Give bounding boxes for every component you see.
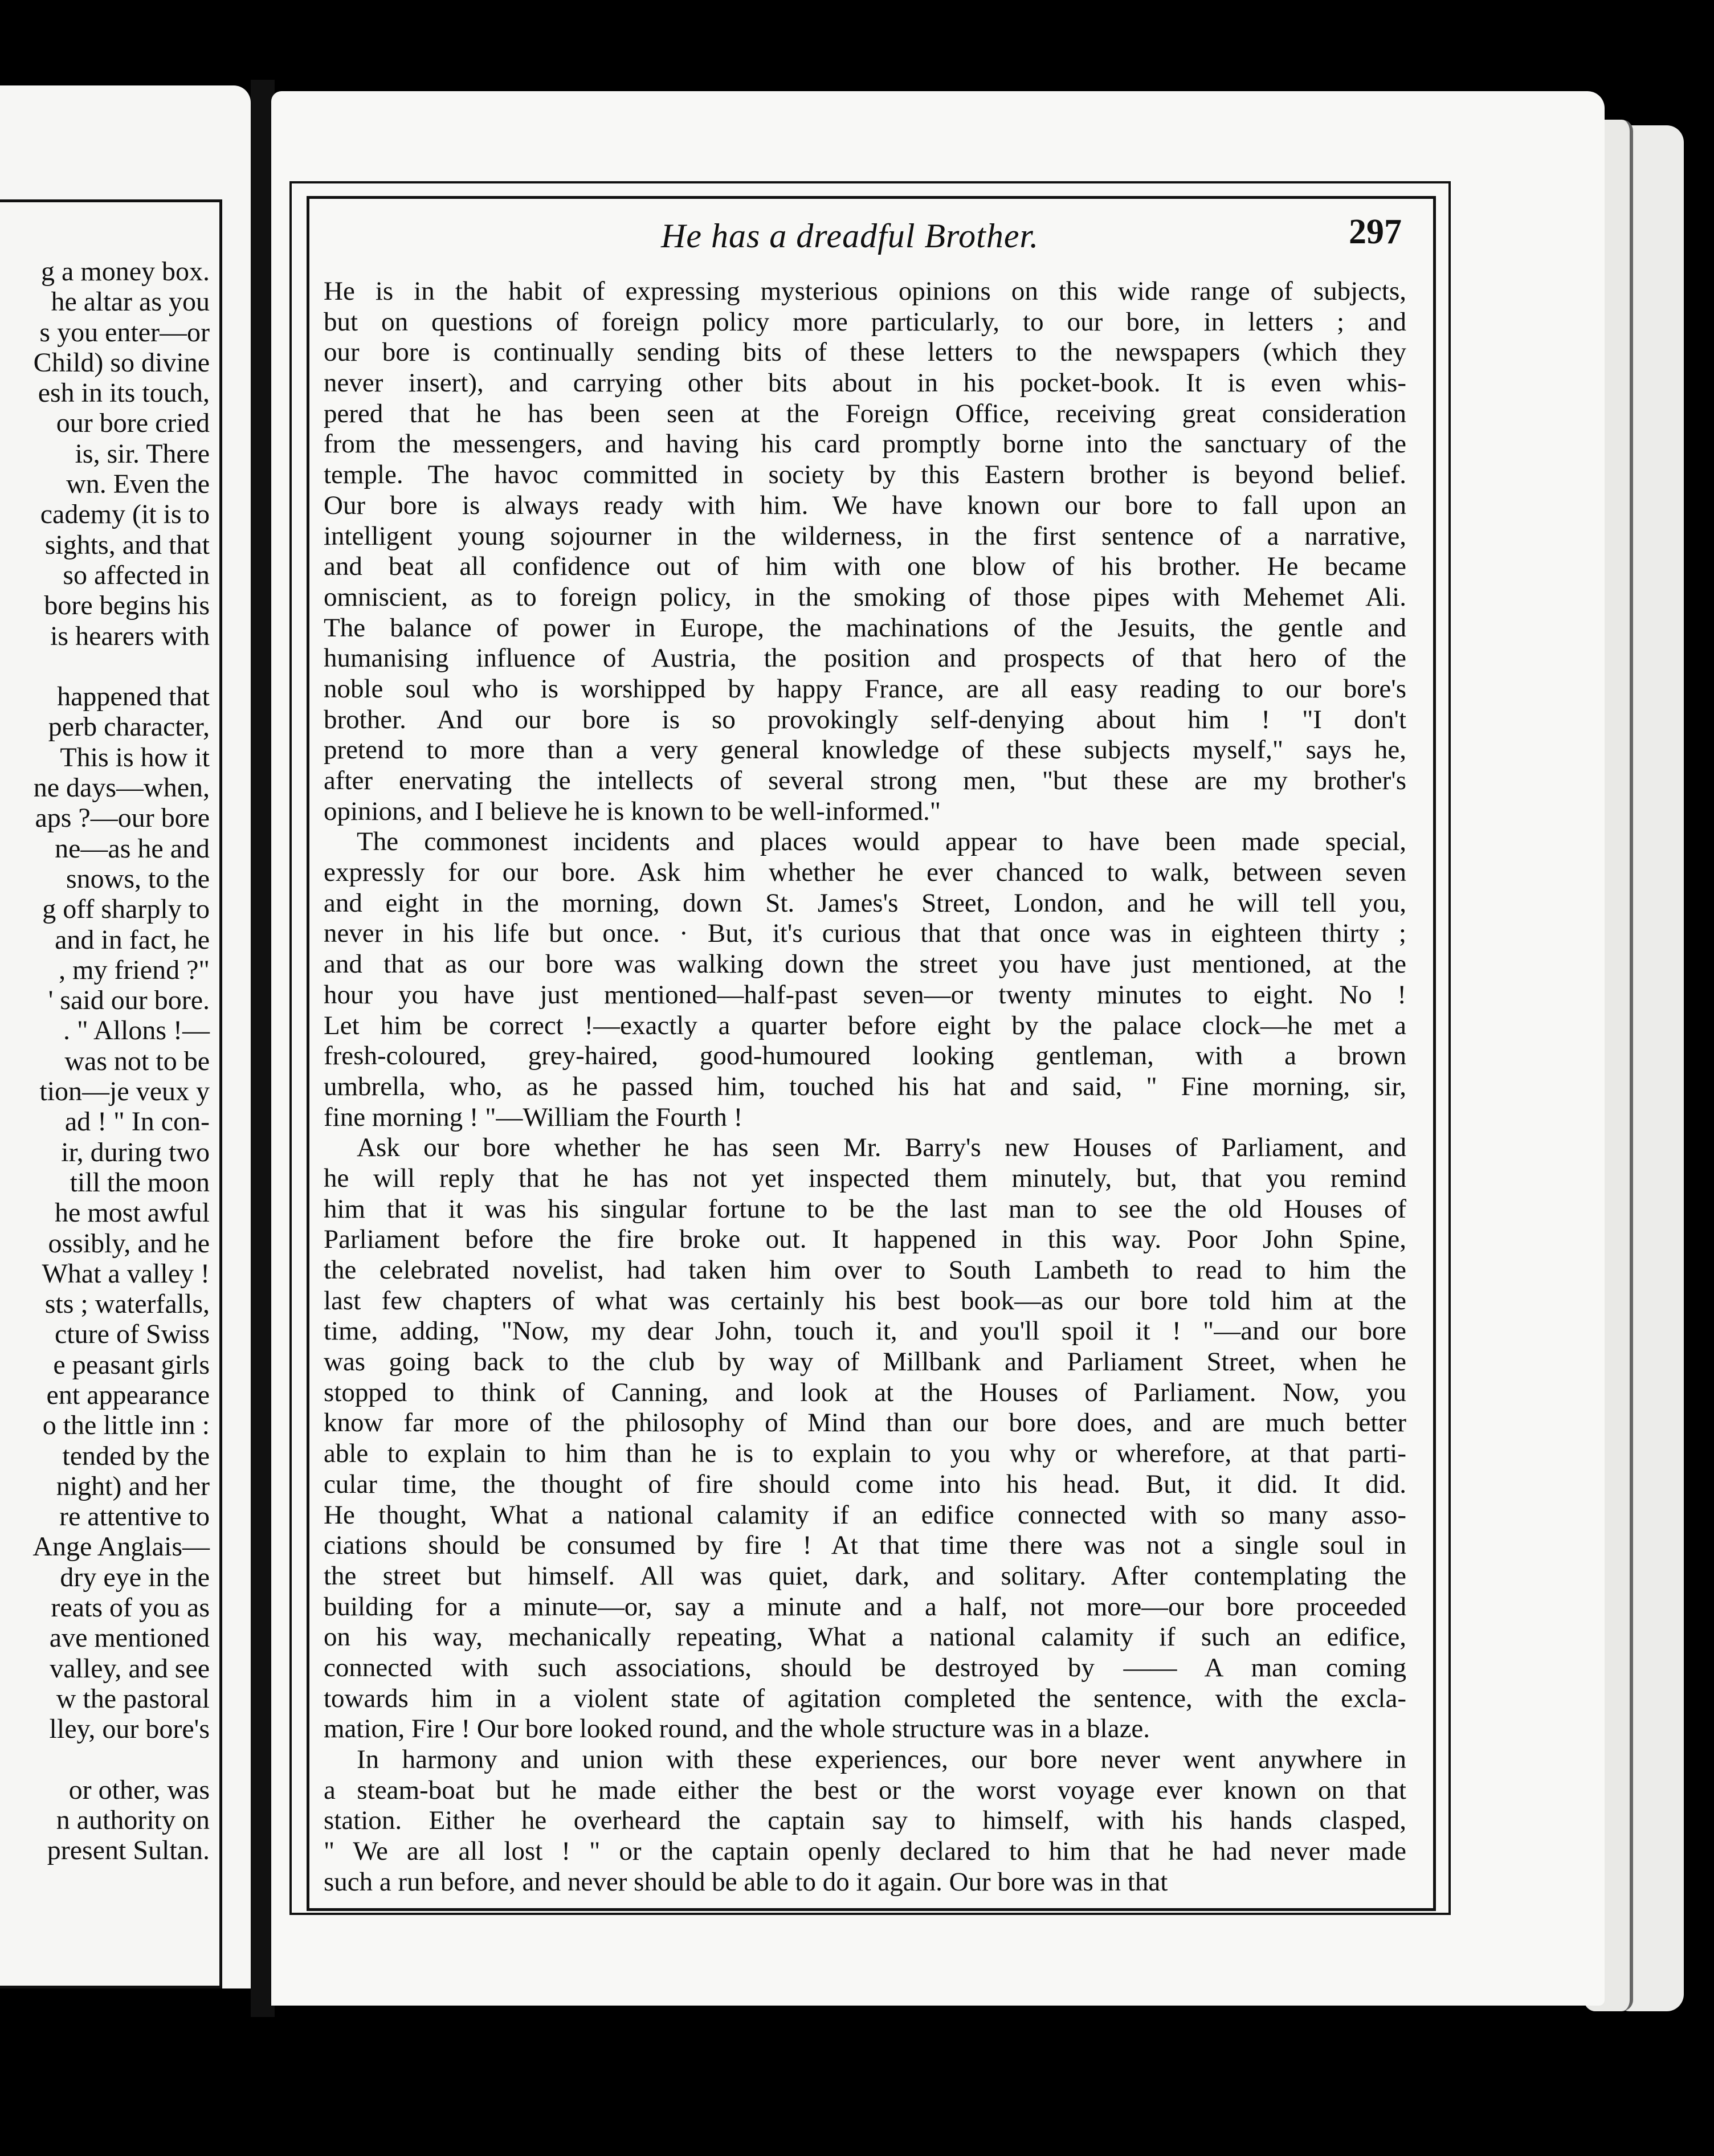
text-line: connected with such associations, should be destroyed by —— A man coming: [324, 1652, 1406, 1683]
previous-page-line: , my friend ?": [59, 954, 210, 985]
previous-page: [0, 85, 251, 1988]
text-line: fine morning ! "—William the Fourth !: [324, 1102, 743, 1132]
previous-page-line: or other, was: [68, 1774, 210, 1805]
previous-page-line: dry eye in the: [60, 1562, 210, 1592]
text-line: In harmony and union with these experiences, our bore never went anywhere in: [357, 1745, 1406, 1774]
text-line: mation, Fire ! Our bore looked round, and the whole structure was in a blaze.: [324, 1714, 1150, 1744]
previous-page-line: and in fact, he: [55, 924, 210, 955]
previous-page-line: Ange Anglais—: [32, 1532, 210, 1562]
text-line: " We are all lost ! " or the captain openly declared to him that he had never made: [324, 1836, 1406, 1867]
previous-page-line: aps ?—our bore: [35, 803, 210, 834]
text-line: the celebrated novelist, had taken him over to South Lambeth to read to him the: [324, 1255, 1406, 1285]
previous-page-line: is, sir. There: [75, 438, 210, 469]
text-line: umbrella, who, as he passed him, touched his hat and said, " Fine morning, sir,: [324, 1071, 1406, 1101]
text-line: He thought, What a national calamity if an edifice connected with so many asso-: [324, 1500, 1406, 1530]
text-line: was going back to the club by way of Millbank and Parliament Street, when he: [324, 1347, 1406, 1377]
previous-page-line: [5, 651, 210, 681]
text-line: never insert), and carrying other bits about in his pocket-book. It is even whis-: [324, 368, 1406, 398]
text-line: him that it was his singular fortune to be the last man to see the old Houses of: [324, 1194, 1406, 1224]
previous-page-line: s you enter—or: [39, 317, 210, 348]
previous-page-line: is hearers with: [50, 620, 210, 651]
text-line: expressly for our bore. Ask him whether he ever chanced to walk, between seven: [324, 858, 1406, 888]
text-line: know far more of the philosophy of Mind than our bore does, and are much better: [324, 1408, 1406, 1438]
text-line: He is in the habit of expressing mysterious opinions on this wide range of subjects,: [324, 276, 1406, 306]
text-line: such a run before, and never should be able to do it again. Our bore was in that: [324, 1867, 1168, 1897]
previous-page-line: Child) so divine: [33, 347, 210, 378]
previous-page-line: g a money box.: [41, 256, 210, 287]
previous-page-line: valley, and see: [50, 1653, 210, 1684]
text-line: time, adding, "Now, my dear John, touch it, and you'll spoil it ! "—and our bore: [324, 1316, 1406, 1346]
text-line: Let him be correct !—exactly a quarter before eight by the palace clock—he met a: [324, 1010, 1406, 1040]
previous-page-line: sts ; waterfalls,: [44, 1289, 210, 1320]
text-line: humanising influence of Austria, the position and prospects of that hero of the: [324, 643, 1406, 673]
previous-page-line: esh in its touch,: [38, 378, 210, 409]
text-line: and beat all confidence out of him with one blow of his brother. He became: [324, 552, 1406, 582]
text-line: ciations should be consumed by fire ! At that time there was not a single soul in: [324, 1530, 1406, 1561]
previous-page-line: tended by the: [62, 1440, 210, 1471]
previous-page-line: ne—as he and: [55, 833, 210, 864]
body-text: [324, 276, 1406, 1897]
text-line: intelligent young sojourner in the wilderness, in the first sentence of a narrative,: [324, 521, 1406, 551]
previous-page-line: was not to be: [64, 1046, 210, 1076]
text-line: temple. The havoc committed in society by this Eastern brother is beyond belief.: [324, 460, 1406, 490]
paragraph: [324, 1745, 1406, 1897]
previous-page-line: ne days—when,: [33, 773, 210, 803]
paragraph: [324, 276, 1406, 827]
text-line: station. Either he overheard the captain say to himself, with his hands clasped,: [324, 1806, 1406, 1836]
text-line: cular time, the thought of fire should come into his head. But, it did. It did.: [324, 1469, 1406, 1499]
text-line: hour you have just mentioned—half-past seven—or twenty minutes to eight. No !: [324, 979, 1406, 1010]
previous-page-line: ent appearance: [46, 1379, 210, 1410]
text-line: Parliament before the fire broke out. It happened in this way. Poor John Spine,: [324, 1224, 1406, 1255]
previous-page-line: ave mentioned: [49, 1623, 210, 1653]
page-number: 297: [1349, 213, 1402, 251]
previous-page-line: wn. Even the: [66, 469, 210, 500]
page-header: [627, 213, 1402, 268]
previous-page-line: till the moon: [70, 1167, 210, 1198]
previous-page-line: . " Allons !—: [63, 1015, 210, 1046]
text-line: noble soul who is worshipped by happy France, are all easy reading to our bore's: [324, 673, 1406, 704]
text-line: stopped to think of Canning, and look at the Houses of Parliament. Now, you: [324, 1377, 1406, 1407]
text-line: The commonest incidents and places would appear to have been made special,: [357, 827, 1406, 857]
text-line: Ask our bore whether he has seen Mr. Barry's new Houses of Parliament, and: [357, 1133, 1406, 1163]
previous-page-line: happened that: [57, 681, 210, 712]
text-line: last few chapters of what was certainly his best book—as our bore told him at the: [324, 1285, 1406, 1316]
running-title: He has a dreadful Brother.: [661, 217, 1039, 255]
previous-page-line: What a valley !: [42, 1258, 210, 1289]
previous-page-text: [5, 256, 210, 1866]
previous-page-line: This is how it: [60, 742, 210, 773]
text-line: fresh-coloured, grey-haired, good-humoured looking gentleman, with a brown: [324, 1041, 1406, 1071]
text-line: and eight in the morning, down St. James's Street, London, and he will tell you,: [324, 888, 1406, 918]
paragraph: [324, 1133, 1406, 1745]
previous-page-line: cture of Swiss: [55, 1319, 210, 1350]
text-line: brother. And our bore is so provokingly self-denying about him ! "I don't: [324, 704, 1406, 734]
previous-page-line: [5, 1745, 210, 1775]
text-line: but on questions of foreign policy more particularly, to our bore, in letters ; and: [324, 307, 1406, 337]
text-line: omniscient, as to foreign policy, in the smoking of those pipes with Mehemet Ali.: [324, 582, 1406, 612]
text-line: Our bore is always ready with him. We have known our bore to fall upon an: [324, 490, 1406, 520]
text-line: able to explain to him than he is to explain to you why or wherefore, at that parti-: [324, 1439, 1406, 1469]
text-line: and that as our bore was walking down the street you have just mentioned, at the: [324, 949, 1406, 979]
text-line: never in his life but once. · But, it's curious that that once was in eighteen thirty ;: [324, 918, 1406, 949]
text-line: pered that he has been seen at the Foreign Office, receiving great consideration: [324, 398, 1406, 428]
previous-page-line: o the little inn :: [42, 1410, 210, 1441]
previous-page-line: perb character,: [48, 712, 210, 742]
previous-page-line: bore begins his: [44, 590, 210, 621]
previous-page-line: sights, and that: [44, 529, 210, 560]
text-line: he will reply that he has not yet inspected them minutely, but, that you remind: [324, 1163, 1406, 1193]
text-line: the street but himself. All was quiet, dark, and solitary. After contemplating the: [324, 1561, 1406, 1591]
previous-page-line: night) and her: [56, 1471, 210, 1501]
previous-page-line: reats of you as: [51, 1592, 210, 1623]
text-line: opinions, and I believe he is known to be well-informed.": [324, 796, 941, 826]
text-line: a steam-boat but he made either the best or the worst voyage ever known on that: [324, 1775, 1406, 1805]
previous-page-line: our bore cried: [56, 408, 210, 439]
previous-page-line: ad ! " In con-: [64, 1106, 210, 1137]
previous-page-line: ossibly, and he: [48, 1228, 210, 1259]
text-line: from the messengers, and having his card promptly borne into the sanctuary of the: [324, 429, 1406, 459]
previous-page-line: lley, our bore's: [49, 1714, 210, 1745]
paragraph: [324, 827, 1406, 1133]
text-line: towards him in a violent state of agitation completed the sentence, with the excla-: [324, 1683, 1406, 1713]
previous-page-line: w the pastoral: [56, 1683, 210, 1714]
text-line: pretend to more than a very general knowledge of these subjects myself," says he,: [324, 735, 1406, 765]
previous-page-line: re attentive to: [59, 1501, 210, 1532]
previous-page-line: e peasant girls: [53, 1349, 210, 1380]
previous-page-line: ' said our bore.: [48, 985, 210, 1016]
text-line: building for a minute—or, say a minute and a half, not more—our bore proceeded: [324, 1591, 1406, 1622]
previous-page-line: present Sultan.: [47, 1835, 210, 1866]
previous-page-line: cademy (it is to: [40, 499, 210, 530]
text-line: after enervating the intellects of several strong men, "but these are my brother's: [324, 766, 1406, 795]
text-line: The balance of power in Europe, the machinations of the Jesuits, the gentle and: [324, 612, 1406, 643]
text-line: our bore is continually sending bits of these letters to the newspapers (which they: [324, 337, 1406, 368]
text-line: on his way, mechanically repeating, What a national calamity if such an edifice,: [324, 1622, 1406, 1652]
previous-page-line: he altar as you: [51, 287, 210, 317]
previous-page-line: snows, to the: [66, 863, 210, 894]
previous-page-line: he most awful: [55, 1198, 210, 1228]
previous-page-line: n authority on: [56, 1805, 210, 1836]
previous-page-line: so affected in: [63, 560, 210, 590]
previous-page-line: g off sharply to: [42, 894, 210, 925]
previous-page-line: tion—je veux y: [39, 1076, 210, 1107]
previous-page-line: ir, during two: [61, 1137, 210, 1167]
